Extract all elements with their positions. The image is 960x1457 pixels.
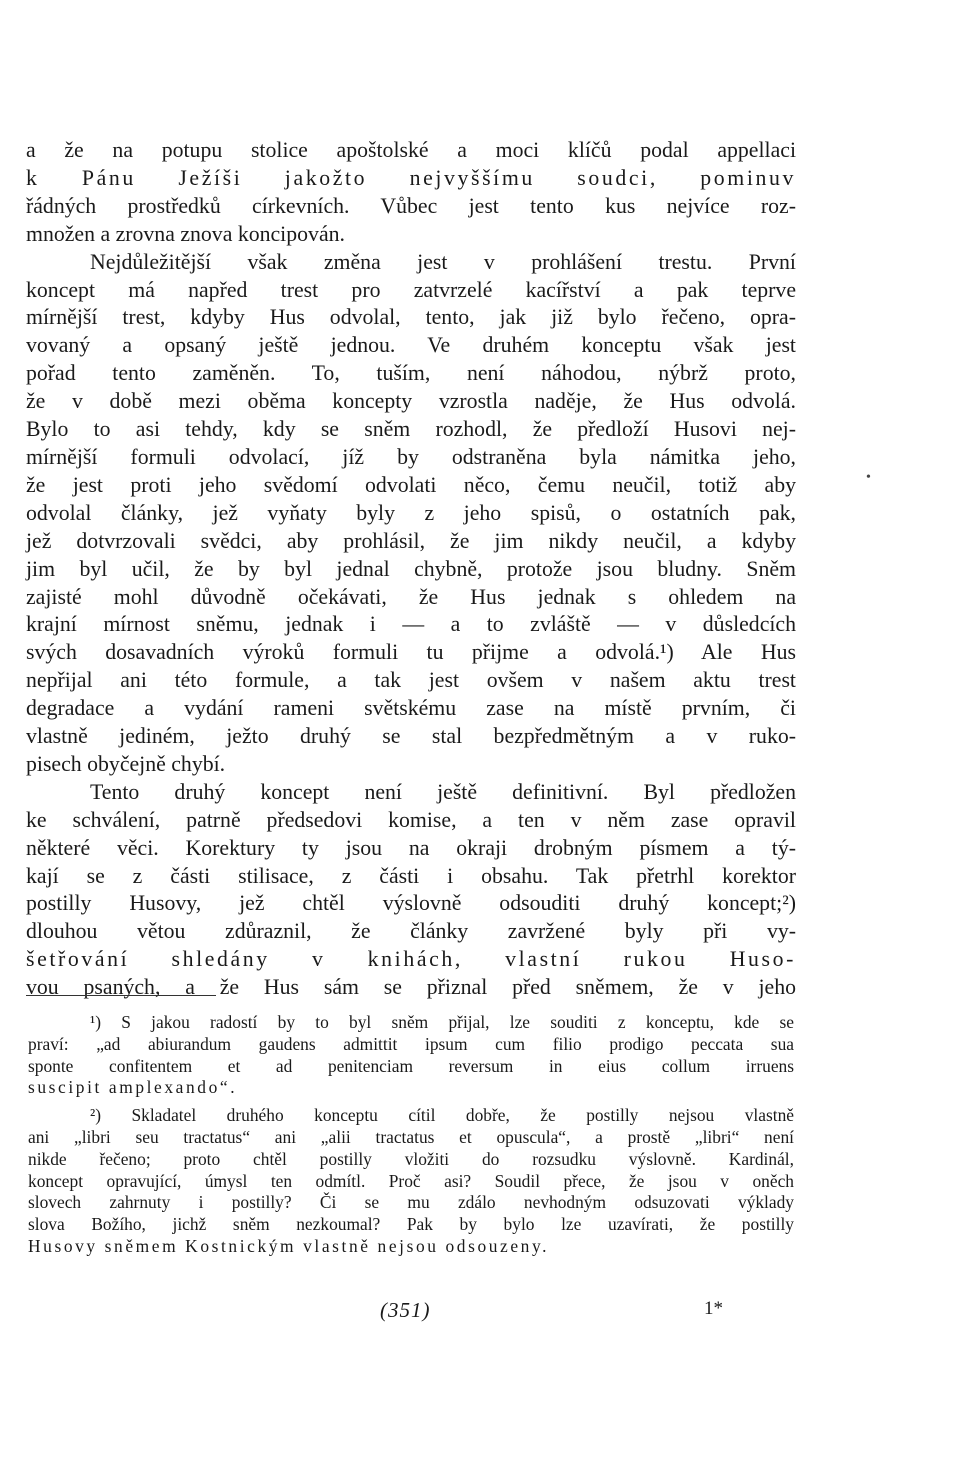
footnote-line: slova Božího, jichž sněm nezkoumal? Pak by bylo lze uzavírati, že postilly — [28, 1214, 794, 1235]
printer-signature: 1* — [704, 1298, 723, 1319]
body-text-line: mírnější formuli odvolací, jíž by odstraněna byla námitka jeho, — [26, 444, 796, 469]
body-text — [26, 137, 796, 1002]
body-text-line: vou psaných, a že Hus sám se přiznal před sněmem, že v jeho — [26, 975, 796, 1000]
body-text-line: jim byl učil, že by byl jednal chybně, protože jsou bludny. Sněm — [26, 556, 796, 581]
body-text-line: koncept má napřed trest pro zatvrzelé kacířství a pak teprve — [26, 277, 796, 302]
body-text-line: krajní mírnost sněmu, jednak i — a to zvláště — v důsledcích — [26, 612, 796, 637]
footnote-line: koncept opravující, úmysl ten odmítl. Proč asi? Soudil přece, že jsou v oněch — [28, 1170, 794, 1191]
footnote-line: suscipit amplexando“. — [28, 1077, 238, 1098]
body-text-line: ke schválení, patrně předsedovi komise, a ten v něm zase opravil — [26, 807, 796, 832]
page-number: (351) — [380, 1298, 431, 1322]
body-text-line: zajisté mohl důvodně očekávati, že Hus jednak s ohledem na — [26, 584, 796, 609]
body-text-line: a že na potupu stolice apoštolské a moci klíčů podal appellaci — [26, 138, 796, 162]
body-text-line: Nejdůležitější však změna jest v prohlášení trestu. První — [90, 249, 796, 274]
margin-mark: • — [866, 470, 871, 485]
footnote-line: Husovy sněmem Kostnickým vlastně nejsou odsouzeny. — [28, 1235, 550, 1256]
footnote-line: nikde řečeno; proto chtěl postilly vložiti do rozsudku výslovně. Kardinál, — [28, 1148, 794, 1169]
body-text-line: některé věci. Korektury ty jsou na okraji drobným písmem a tý- — [26, 835, 796, 860]
footnote-line: ani „libri seu tractatus“ ani „alii tractatus et opuscula“, a prostě „libri“ není — [28, 1126, 794, 1147]
footnote-line: ²) Skladatel druhého konceptu cítil dobře, že postilly nejsou vlastně — [90, 1105, 794, 1126]
footnotes — [28, 1012, 794, 1258]
footnote-line: slovech zahrnuty i postilly? Či se mu zdálo nevhodným odsuzovati výklady — [28, 1192, 794, 1213]
body-text-line: degradace a vydání rameni světskému zase na místě prvním, či — [26, 696, 796, 721]
body-text-line: vovaný a opsaný ještě jednou. Ve druhém konceptu však jest — [26, 333, 796, 358]
body-text-line: šetřování shledány v knihách, vlastní rukou Huso- — [26, 947, 796, 972]
body-text-line: odvolal články, jež vyňaty byly z jeho spisů, o ostatních pak, — [26, 500, 796, 525]
footnote-divider — [26, 995, 216, 996]
body-text-line: množen a zrovna znova koncipován. — [26, 221, 345, 246]
body-text-line: řádných prostředků církevních. Vůbec jest tento kus nejvíce roz- — [26, 193, 796, 218]
body-text-line: pisech obyčejně chybí. — [26, 751, 226, 776]
body-text-line: postilly Husovy, jež chtěl výslovně odsouditi druhý koncept;²) — [26, 891, 796, 916]
body-text-line: kají se z části stilisace, z části i obsahu. Tak přetrhl korektor — [26, 863, 796, 888]
body-text-line: dlouhou větou zdůraznil, že články zavržené byly při vy- — [26, 919, 796, 944]
body-text-line: nepřijal ani této formule, a tak jest ovšem v našem aktu trest — [26, 668, 796, 693]
footnote-line: ¹) S jakou radostí by to byl sněm přijal, lze souditi z konceptu, kde se — [90, 1012, 794, 1032]
body-text-line: vlastně jediném, ježto druhý se stal bezpředmětným a v ruko- — [26, 724, 796, 749]
body-text-line: že jest proti jeho svědomí odvolati něco, čemu neučil, totiž aby — [26, 472, 796, 497]
footnote-line: praví: „ad abiurandum gaudens admittit ipsum cum filio prodigo peccata sua — [28, 1033, 794, 1054]
body-text-line: Tento druhý koncept není ještě definitivní. Byl předložen — [90, 779, 796, 804]
body-text-line: že v době mezi oběma koncepty vzrostla naděje, že Hus odvolá. — [26, 389, 796, 414]
body-text-line: jež dotvrzovali svědci, aby prohlásil, že jim nikdy neučil, a kdyby — [26, 528, 796, 553]
body-text-line: Bylo to asi tehdy, kdy se sněm rozhodl, že předloží Husovi nej- — [26, 417, 796, 442]
footnote-line: sponte confitentem et ad penitenciam reversum in eius collum irruens — [28, 1055, 794, 1076]
body-text-line: pořad tento zaměněn. To, tuším, není náhodou, nýbrž proto, — [26, 361, 796, 386]
body-text-line: k Pánu Ježíši jakožto nejvyššímu soudci, pominuv — [26, 165, 796, 190]
body-text-line: mírnější trest, kdyby Hus odvolal, tento, jak již bylo řečeno, opra- — [26, 305, 796, 330]
body-text-line: svých dosavadních výroků formuli tu přijme a odvolá.¹) Ale Hus — [26, 640, 796, 665]
